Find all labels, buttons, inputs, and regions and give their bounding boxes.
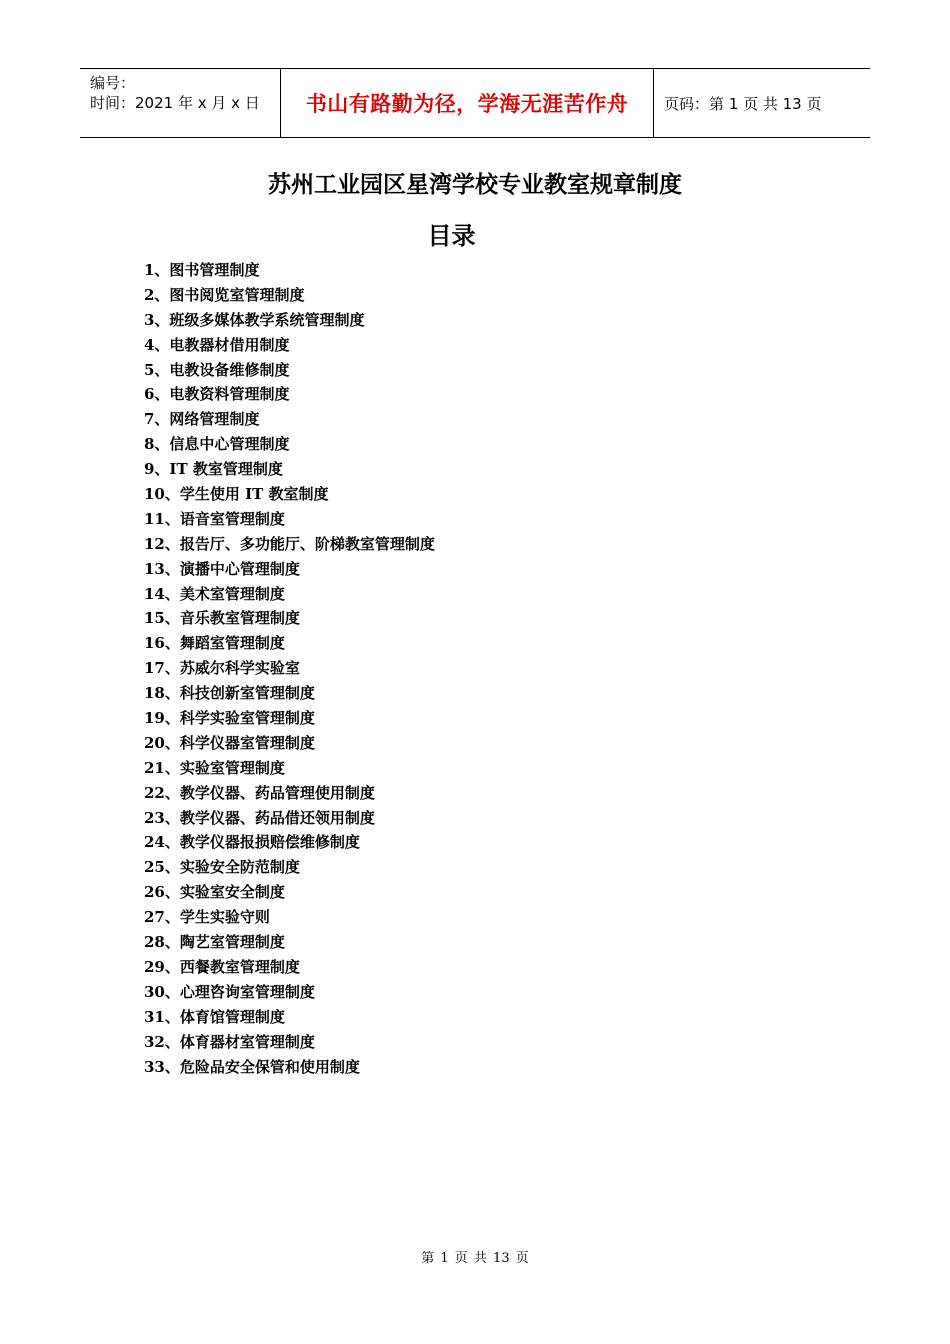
table-of-contents [144,258,435,1079]
header-page-cell [654,69,870,137]
toc-item: 20、科学仪器室管理制度 [144,733,315,752]
toc-item: 14、美术室管理制度 [144,584,285,603]
page-footer: 第 1 页 共 13 页 [421,1251,529,1266]
toc-item: 15、音乐教室管理制度 [144,609,300,628]
toc-item: 18、科技创新室管理制度 [144,684,315,703]
toc-item: 33、危险品安全保管和使用制度 [144,1057,360,1076]
toc-item: 22、教学仪器、药品管理使用制度 [144,783,375,802]
toc-item: 5、电教设备维修制度 [144,360,290,379]
toc-item: 32、体育器材室管理制度 [144,1032,315,1051]
toc-item: 17、苏威尔科学实验室 [144,659,300,678]
toc-item: 28、陶艺室管理制度 [144,933,285,952]
toc-item: 31、体育馆管理制度 [144,1007,285,1026]
toc-item: 21、实验室管理制度 [144,758,285,777]
toc-item: 12、报告厅、多功能厅、阶梯教室管理制度 [144,534,435,553]
header-page-info: 页码：第 1 页 共 13 页 [664,94,822,113]
document-number-label: 编号： [90,74,136,92]
header-motto-cell [281,69,654,137]
toc-item: 30、心理咨询室管理制度 [144,982,315,1001]
document-title: 苏州工业园区星湾学校专业教室规章制度 [268,171,682,198]
toc-item: 4、电教器材借用制度 [144,335,290,354]
toc-item: 16、舞蹈室管理制度 [144,634,285,653]
document-time-label: 时间：2021 年 x 月 x 日 [90,94,260,112]
toc-item: 9、IT 教室管理制度 [144,460,283,479]
page-header [80,68,870,138]
toc-item: 13、演播中心管理制度 [144,559,300,578]
toc-item: 7、网络管理制度 [144,410,260,429]
toc-heading: 目录 [427,221,476,250]
toc-item: 23、教学仪器、药品借还领用制度 [144,808,375,827]
toc-item: 2、图书阅览室管理制度 [144,285,305,304]
header-meta-cell [80,69,281,137]
toc-item: 29、西餐教室管理制度 [144,957,300,976]
toc-item: 24、教学仪器报损赔偿维修制度 [144,833,360,852]
toc-item: 11、语音室管理制度 [144,509,285,528]
toc-item: 26、实验室安全制度 [144,883,285,902]
toc-item: 27、学生实验守则 [144,908,270,927]
toc-item: 6、电教资料管理制度 [144,385,290,404]
header-motto: 书山有路勤为径，学海无涯苦作舟 [305,92,629,116]
toc-item: 8、信息中心管理制度 [144,435,290,454]
toc-item: 25、实验安全防范制度 [144,858,300,877]
toc-item: 3、班级多媒体教学系统管理制度 [144,310,365,329]
toc-item: 10、学生使用 IT 教室制度 [144,485,329,504]
toc-item: 1、图书管理制度 [144,261,260,279]
toc-item: 19、科学实验室管理制度 [144,709,315,728]
